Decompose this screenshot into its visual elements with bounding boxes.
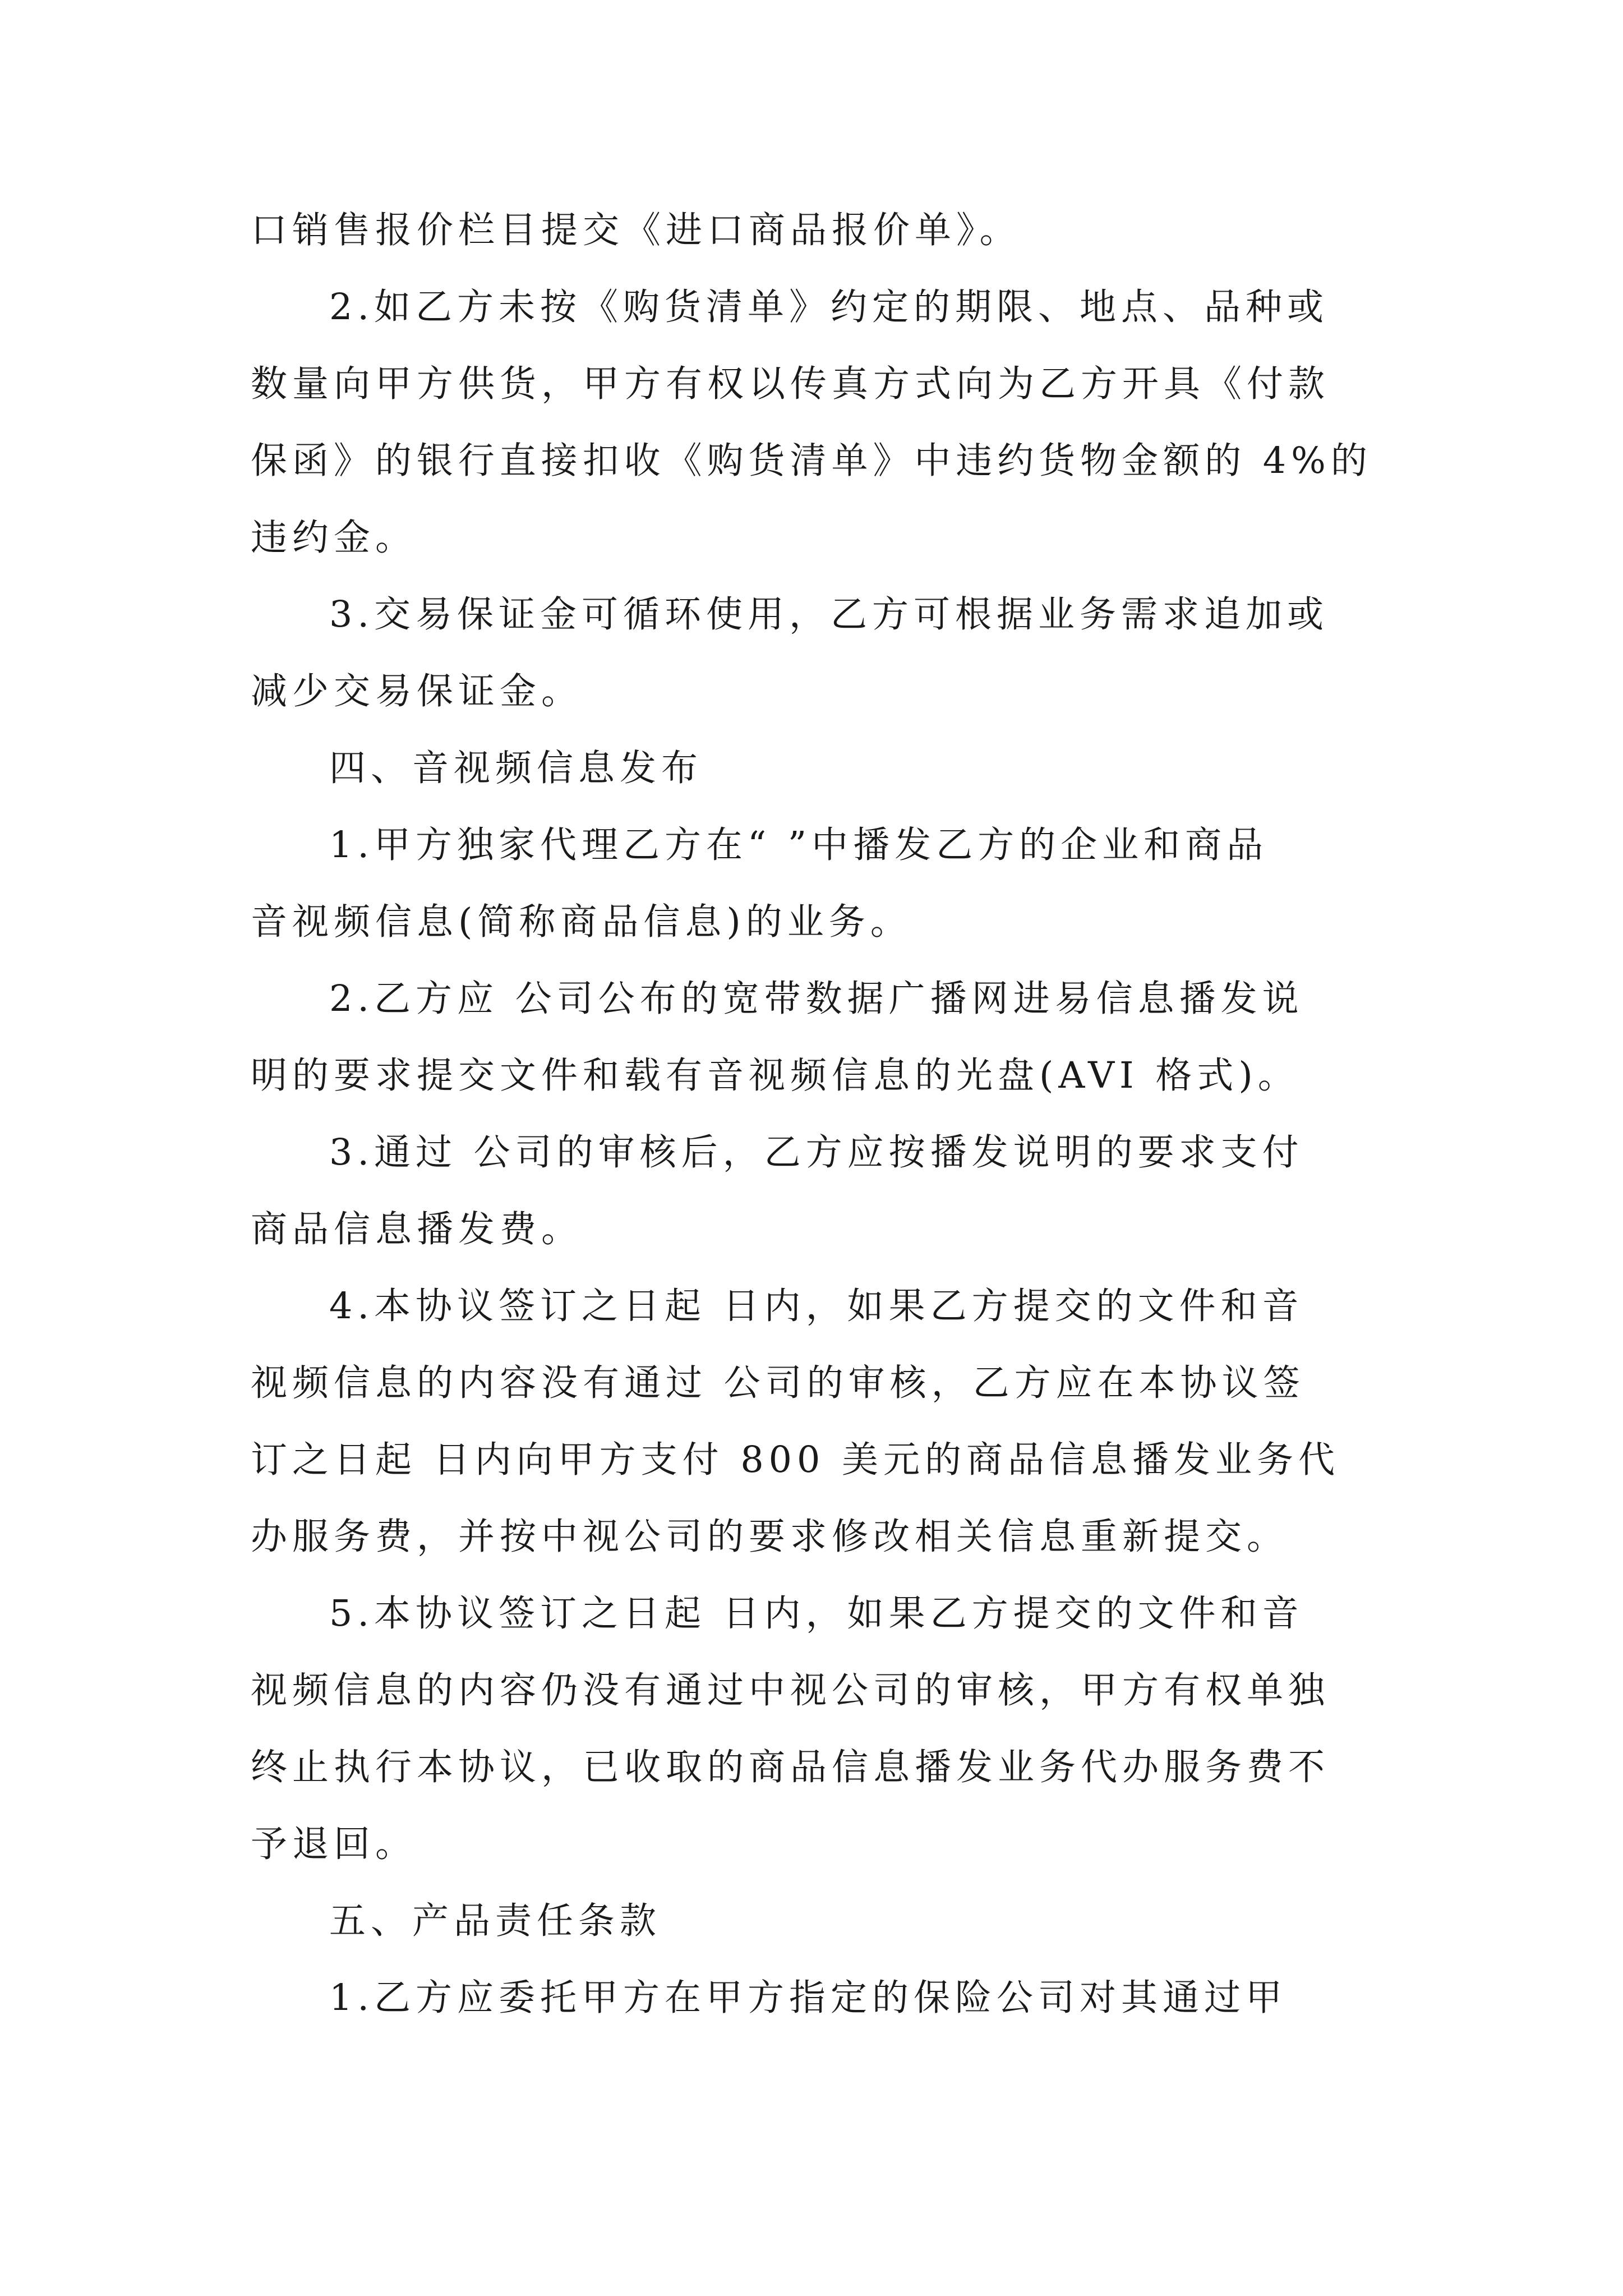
text-line: 2.如乙方未按《购货清单》约定的期限、地点、品种或	[329, 286, 1329, 328]
text-line: 3.交易保证金可循环使用，乙方可根据业务需求追加或	[329, 593, 1329, 636]
section-heading: 五、产品责任条款	[329, 1900, 662, 1942]
text-line: 办服务费，并按中视公司的要求修改相关信息重新提交。	[251, 1516, 1289, 1558]
text-line: 终止执行本协议，已收取的商品信息播发业务代办服务费不	[251, 1746, 1330, 1788]
text-line: 4.本协议签订之日起 日内，如果乙方提交的文件和音	[329, 1285, 1304, 1327]
text-line: 5.本协议签订之日起 日内，如果乙方提交的文件和音	[329, 1593, 1304, 1635]
text-line: 订之日起 日内向甲方支付 800 美元的商品信息播发业务代	[251, 1439, 1340, 1481]
text-line: 视频信息的内容仍没有通过中视公司的审核，甲方有权单独	[251, 1669, 1330, 1711]
text-line: 违约金。	[251, 517, 417, 559]
text-line: 明的要求提交文件和载有音视频信息的光盘(AVI 格式)。	[251, 1055, 1299, 1097]
section-heading: 四、音视频信息发布	[329, 747, 703, 789]
text-line: 数量向甲方供货，甲方有权以传真方式向为乙方开具《付款	[251, 363, 1330, 405]
text-line: 1.乙方应委托甲方在甲方指定的保险公司对其通过甲	[329, 1977, 1288, 2019]
text-line: 2.乙方应 公司公布的宽带数据广播网进易信息播发说	[329, 978, 1304, 1020]
text-line: 保函》的银行直接扣收《购货清单》中违约货物金额的 4%的	[251, 440, 1372, 482]
text-line: 1.甲方独家代理乙方在“ ”中播发乙方的企业和商品	[329, 824, 1269, 866]
text-line: 视频信息的内容没有通过 公司的审核，乙方应在本协议签	[251, 1362, 1305, 1404]
text-line: 3.通过 公司的审核后，乙方应按播发说明的要求支付	[329, 1131, 1304, 1174]
text-line: 商品信息播发费。	[251, 1208, 583, 1250]
text-line: 予退回。	[251, 1823, 417, 1865]
text-line: 减少交易保证金。	[251, 670, 583, 712]
text-line: 音视频信息(简称商品信息)的业务。	[251, 901, 912, 943]
text-line: 口销售报价栏目提交《进口商品报价单》。	[251, 209, 1021, 251]
